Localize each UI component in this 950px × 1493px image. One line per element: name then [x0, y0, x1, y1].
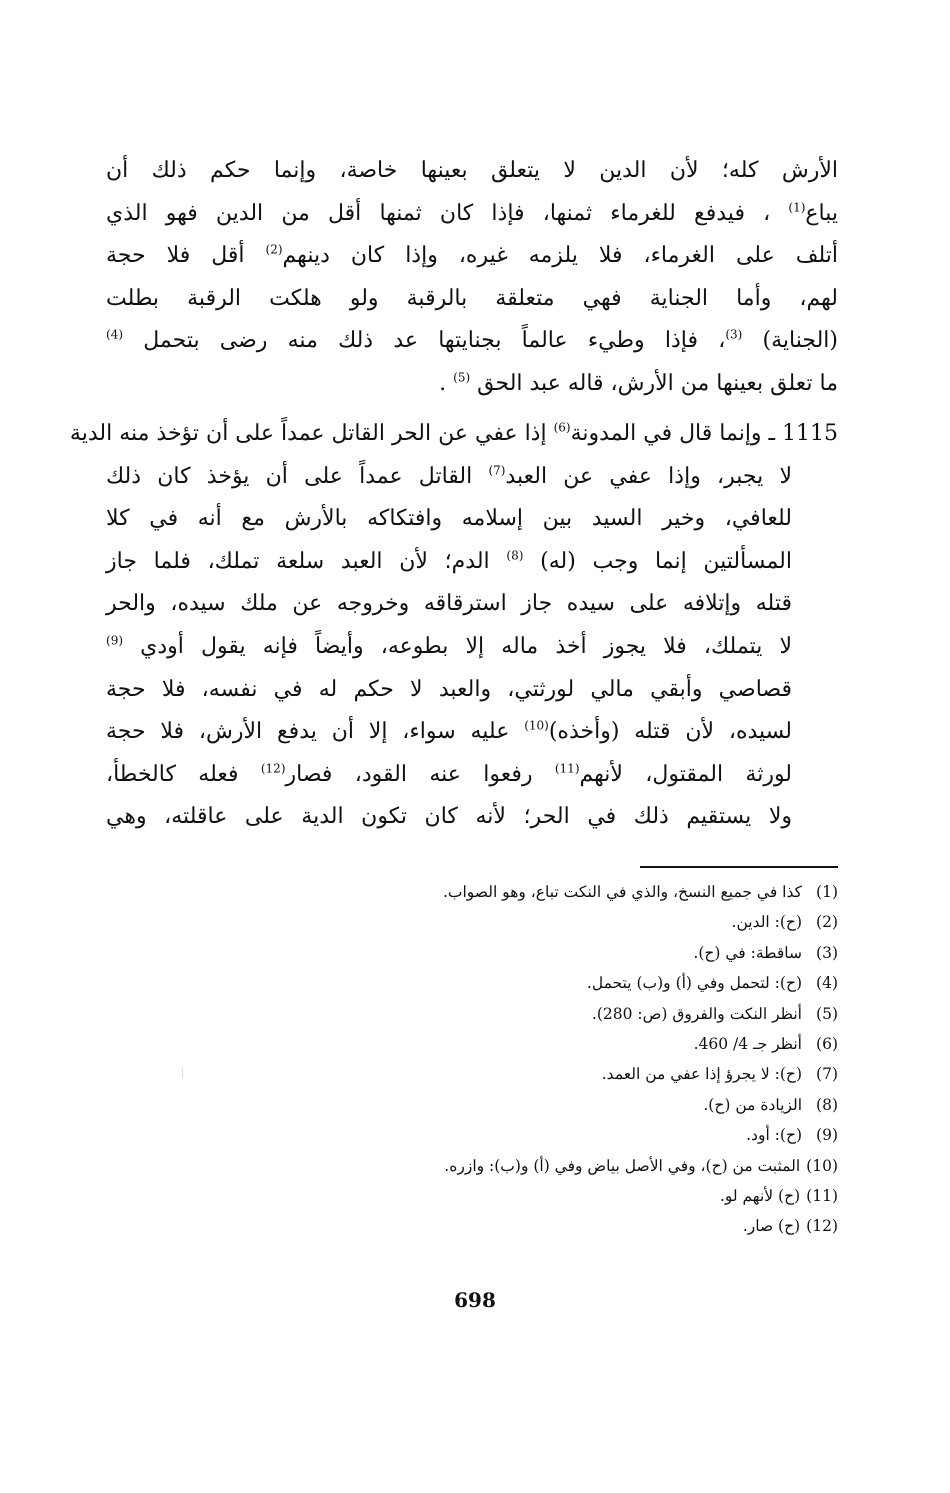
footnote-ref[interactable]: (11)	[554, 761, 580, 776]
footnote-ref[interactable]: (9)	[106, 633, 124, 648]
footnote-item	[238, 1059, 838, 1089]
paragraph-1115	[69, 413, 838, 839]
footnote-number: (9)	[816, 1126, 838, 1145]
footnote-number: (7)	[816, 1065, 838, 1084]
footnote-item	[238, 1120, 838, 1150]
text-line: يباع$^{(1)}$ ، فيدفع للغرماء ثمنها، فإذا كان ثمنها أقل من الدين فهو الذي	[106, 200, 838, 226]
text-line: لورثة المقتول، لأنهم$^{(11)}$ رفعوا عنه القود، فصار$^{(12)}$ فعله كالخطأ،	[106, 761, 793, 787]
scan-mark	[182, 1068, 183, 1078]
footnote-ref[interactable]: (4)	[106, 328, 124, 343]
footnote-number: (2)	[816, 913, 838, 932]
footnote-number: (5)	[816, 1004, 838, 1023]
text-line: ما تعلق بعينها من الأرش، قاله عبد الحق $^{(5)}$ .	[439, 370, 838, 396]
footnote-number: (12)	[806, 1217, 838, 1236]
footnote-text: ساقطة: في (ح).	[693, 943, 802, 962]
footnote-number: (8)	[816, 1095, 838, 1114]
footnote-ref[interactable]: (6)	[553, 420, 571, 435]
footnote-item	[238, 877, 838, 907]
footnote-ref[interactable]: (7)	[488, 463, 506, 478]
text-line: قتله وإتلافه على سيده جاز استرقاقه وخروجه عن ملك سيده، والحر	[106, 591, 792, 617]
footnote-item	[238, 1151, 838, 1181]
footnote-ref[interactable]: (3)	[725, 328, 743, 343]
footnote-text: كذا في جميع النسخ، والذي في النكت تباع، وهو الصواب.	[442, 883, 802, 901]
page-number: 698	[454, 1288, 496, 1312]
text-line: أتلف على الغرماء، فلا يلزمه غيره، وإذا كان دينهم$^{(2)}$ أقل فلا حجة	[106, 242, 839, 269]
footnote-ref[interactable]: (8)	[506, 548, 524, 563]
footnote-text: (ح): الدين.	[731, 913, 802, 932]
footnote-item	[238, 1090, 838, 1120]
footnote-item	[238, 907, 838, 937]
footnote-text: (ح) صار.	[742, 1217, 801, 1236]
footnote-text: أنظر جـ 4/ 460.	[693, 1035, 802, 1054]
footnote-text: المثبت من (ح)، وفي الأصل بياض وفي (أ) و(ب): وازره.	[444, 1156, 801, 1175]
footnote-item	[238, 999, 838, 1029]
footnote-ref[interactable]: (1)	[788, 200, 806, 215]
footnote-text: (ح): لتحمل وفي (أ) و(ب) يتحمل.	[586, 974, 802, 993]
footnote-number: (6)	[816, 1035, 838, 1054]
footnote-text: (ح) لأنهم لو.	[719, 1187, 801, 1206]
footnote-number: (4)	[816, 974, 838, 993]
footnote-ref[interactable]: (5)	[453, 370, 471, 385]
footnote-text: الزيادة من (ح).	[703, 1095, 802, 1114]
footnote-text: (ح): أود.	[746, 1126, 802, 1145]
text-line: الأرش كله؛ لأن الدين لا يتعلق بعينها خاصة، وإنما حكم ذلك أن	[106, 158, 838, 183]
footnote-item	[238, 1029, 838, 1059]
footnote-item	[238, 968, 838, 998]
text-line: لسيده، لأن قتله (وأخذه)$^{(10)}$ عليه سواء، إلا أن يدفع الأرش، فلا حجة	[106, 718, 792, 745]
footnote-number: (11)	[806, 1187, 838, 1206]
footnote-item	[238, 1181, 838, 1211]
paragraph-continuation	[106, 150, 838, 406]
footnote-number: (1)	[816, 883, 838, 901]
paragraph-number: 1115	[782, 421, 838, 446]
footnote-number: (3)	[816, 943, 838, 962]
footnote-item	[238, 1211, 838, 1241]
text-line: 1115 ـ وإنما قال في المدونة$^{(6)}$ إذا عفي عن الحر القاتل عمداً على أن تؤخذ منه الدية	[69, 420, 838, 446]
footnote-ref[interactable]: (2)	[265, 242, 283, 257]
footnote-ref[interactable]: (10)	[524, 718, 549, 733]
text-line: للعافي، وخير السيد بين إسلامه وافتكاكه بالأرش مع أنه في كلا	[106, 506, 792, 532]
footnote-text: (ح): لا يجرؤ إذا عفي من العمد.	[601, 1065, 802, 1084]
footnote-item	[238, 938, 838, 968]
text-line: (الجناية) $^{(3)}$، فإذا وطيء عالماً بجنايتها عد ذلك منه رضى بتحمل $^{(4)}$	[106, 328, 838, 354]
text-line: لا يتملك، فلا يجوز أخذ ماله إلا بطوعه، وأيضاً فإنه يقول أودي $^{(9)}$	[106, 633, 792, 659]
text-line: المسألتين إنما وجب (له) $^{(8)}$ الدم؛ لأن العبد سلعة تملك، فلما جاز	[106, 548, 793, 574]
text-line: لا يجبر، وإذا عفي عن العبد$^{(7)}$ القاتل عمداً على أن يؤخذ كان ذلك	[106, 463, 792, 489]
footnote-ref[interactable]: (12)	[260, 761, 286, 776]
text-line: قصاصي وأبقي مالي لورثتي، والعبد لا حكم له في نفسه، فلا حجة	[106, 676, 792, 702]
footnote-number: (10)	[806, 1156, 838, 1175]
text-line: ولا يستقيم ذلك في الحر؛ لأنه كان تكون الدية على عاقلته، وهي	[106, 804, 792, 830]
text-line: لهم، وأما الجناية فهي متعلقة بالرقبة ولو هلكت الرقبة بطلت	[106, 285, 838, 311]
footnotes	[238, 877, 838, 1242]
footnote-separator	[640, 866, 838, 868]
footnote-text: أنظر النكت والفروق (ص: 280).	[591, 1004, 802, 1023]
